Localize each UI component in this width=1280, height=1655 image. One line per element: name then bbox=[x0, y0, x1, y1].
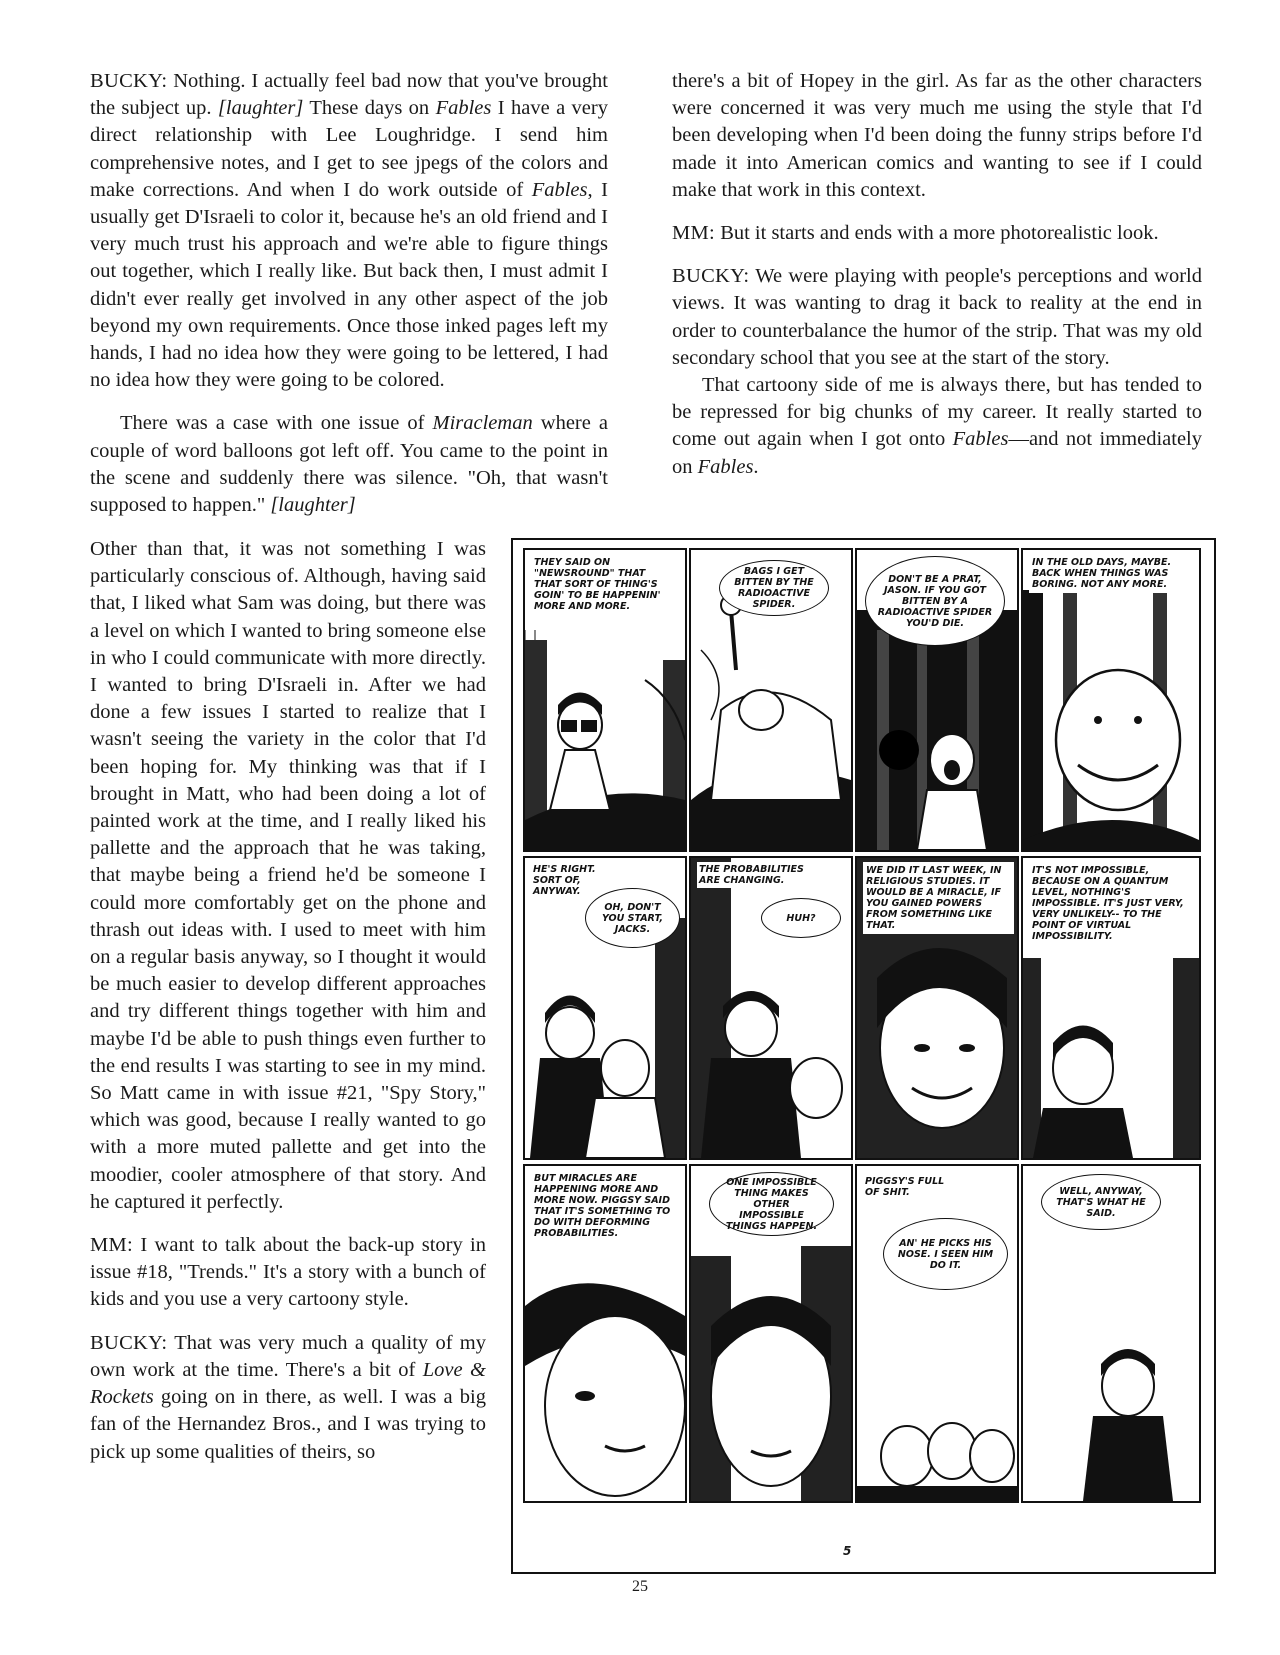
laughter-note: [laughter] bbox=[270, 494, 356, 517]
caption-box: WE DID IT LAST WEEK, IN RELIGIOUS STUDIES. IT WOULD BE A MIRACLE, IF YOU GAINED POWERS FROM SOMETHING LIKE THAT. bbox=[863, 862, 1014, 934]
text-run: These days on bbox=[303, 97, 436, 120]
text-run: There was a case with one issue of bbox=[120, 412, 433, 435]
laughter-note: [laughter] bbox=[217, 97, 304, 120]
paragraph-mm-question bbox=[90, 1232, 486, 1314]
article-column-left bbox=[90, 68, 608, 519]
paragraph-bucky-2-continued: Other than that, it was not something I was particularly conscious of. Although, having said that, I liked what Sam was doing, but there was a level on which I wanted to bring someone else in who I could communicate with more directly. I wanted to bring D'Israeli in. After we had done a few issues I started to realize that I wasn't seeing the variety in the color that I'd been hoping for. My thinking was that if I brought in Matt, who had been doing a lot of painted work at the time, and I really liked his pallette and the approach that he was taking, that maybe being a friend he'd be someone I could more comfortably get on the phone and thrash out ideas with. I used to meet with him on a regular basis anyway, so I thought it would be much easier to develop different approaches and try different things together with him and maybe I'd be able to push things even further to the end results I was starting to see in my mind. So Matt came in with issue #21, "Spy Story," which was good, because I really wanted to go with a more muted pallette and get into the moodier, cooler atmosphere of that story. And he captured it perfectly. bbox=[90, 538, 486, 1213]
text-run: . bbox=[753, 455, 759, 478]
text-run: going on in there, as well. I was a big fan of the Hernandez Bros., and I was trying to pick up some qualities of theirs, so bbox=[90, 1386, 486, 1463]
text-run: That cartoony side of me is always there, but has tended to be repressed for big chunks of my career. It really started to come out again when I got onto bbox=[672, 374, 1202, 451]
caption-box: BUT MIRACLES ARE HAPPENING MORE AND MORE NOW. PIGGSY SAID THAT IT'S SOMETHING TO DO WITH DEFORMING PROBABILITIES. bbox=[531, 1170, 682, 1242]
comic-panel-1-1 bbox=[523, 548, 687, 852]
comic-panel-3-3 bbox=[855, 1164, 1019, 1503]
text-run: But it starts and ends with a more photorealistic look. bbox=[715, 222, 1159, 245]
comic-panel-2-2 bbox=[689, 856, 853, 1160]
comic-panel-1-4 bbox=[1021, 548, 1201, 852]
speech-balloon: HUH? bbox=[761, 898, 841, 938]
panel-art bbox=[1023, 550, 1199, 850]
comic-panel-1-2 bbox=[689, 548, 853, 852]
paragraph-mm-comment bbox=[672, 220, 1202, 247]
paragraph-bucky-4 bbox=[672, 263, 1202, 372]
paragraph-bucky-3-continued: there's a bit of Hopey in the girl. As far as the other characters were concerned it was very much me using the style that I'd been developing when I'd been doing the funny strips before I'd made it into American comics and wanting to see if I could make that work in this context. bbox=[672, 70, 1202, 201]
comic-page-image bbox=[511, 538, 1216, 1574]
caption-box: IN THE OLD DAYS, MAYBE. BACK WHEN THINGS WAS BORING. NOT ANY MORE. bbox=[1029, 554, 1195, 593]
text-run: I have a very direct relationship with Lee Loughridge. I send him comprehensive notes, and I get to see jpegs of the colors and make corrections. And when I do work outside of bbox=[90, 97, 608, 201]
speaker-label: BUCKY: bbox=[672, 265, 750, 288]
comic-panel-3-2 bbox=[689, 1164, 853, 1503]
title-fables: Fables bbox=[435, 97, 492, 120]
title-fables: Fables bbox=[697, 455, 754, 478]
text-run: I want to talk about the back-up story in issue #18, "Trends." It's a story with a bunch of kids and you use a very cartoony style. bbox=[90, 1234, 486, 1311]
speech-balloon: WELL, ANYWAY, THAT'S WHAT HE SAID. bbox=[1041, 1174, 1161, 1230]
speech-balloon: AN' HE PICKS HIS NOSE. I SEEN HIM DO IT. bbox=[883, 1218, 1008, 1290]
text-run: We were playing with people's perceptions and world views. It was wanting to drag it back to reality at the end in order to counterbalance the humor of the strip. That was my old secondary school that you see at the start of the story. bbox=[672, 265, 1202, 369]
caption-box: THEY SAID ON "NEWSROUND" THAT THAT SORT OF THING'S GOIN' TO BE HAPPENIN' MORE AND MORE. bbox=[531, 554, 677, 615]
title-fables: Fables bbox=[531, 178, 588, 201]
title-love-and-rockets: Love & Rockets bbox=[90, 1358, 487, 1409]
speech-balloon: BAGS I GET BITTEN BY THE RADIOACTIVE SPIDER. bbox=[719, 560, 829, 616]
speech-balloon: ONE IMPOSSIBLE THING MAKES OTHER IMPOSSIBLE THINGS HAPPEN. bbox=[709, 1172, 834, 1236]
speaker-label: BUCKY: bbox=[90, 1331, 168, 1354]
title-miracleman: Miracleman bbox=[432, 412, 533, 435]
comic-panel-2-1 bbox=[523, 856, 687, 1160]
speech-balloon: DON'T BE A PRAT, JASON. IF YOU GOT BITTEN BY A RADIOACTIVE SPIDER YOU'D DIE. bbox=[865, 556, 1005, 646]
article-column-right bbox=[672, 68, 1202, 481]
caption-box: THE PROBABILITIES ARE CHANGING. bbox=[697, 862, 811, 888]
text-run: where a couple of word balloons got left off. You came to the point in the scene and suddenly there was silence. "Oh, that wasn't supposed to happen." bbox=[90, 412, 608, 517]
paragraph-bucky-1 bbox=[90, 68, 608, 394]
speech-balloon: OH, DON'T YOU START, JACKS. bbox=[585, 888, 680, 948]
page-number: 25 bbox=[632, 1578, 648, 1595]
text-run: Nothing. I actually feel bad now that you've brought the subject up. bbox=[90, 70, 608, 120]
caption-box: HE'S RIGHT. SORT OF, ANYWAY. bbox=[531, 862, 615, 899]
text-run: That was very much a quality of my own work at the time. There's a bit of bbox=[90, 1331, 486, 1381]
text-run: —and not immediately on bbox=[672, 428, 1202, 478]
comic-panel-2-3 bbox=[855, 856, 1019, 1160]
caption-box: PIGGSY'S FULL OF SHIT. bbox=[863, 1174, 957, 1200]
title-fables: Fables bbox=[952, 428, 1009, 451]
comic-panel-2-4 bbox=[1021, 856, 1201, 1160]
comic-page-number: 5 bbox=[843, 1544, 852, 1558]
text-run: , I usually get D'Israeli to color it, because he's an old friend and I very much trust his approach and we're able to figure things out together, which I really like. But back then, I must admit I didn't ever really get involved in any other aspect of the job beyond my own requirements. Once those inked pages left my hands, I had no idea how they were going to be lettered, I had no idea how they were going to be colored. bbox=[90, 178, 609, 392]
comic-panel-3-4 bbox=[1021, 1164, 1201, 1503]
comic-panel-3-1 bbox=[523, 1164, 687, 1503]
speaker-label: MM: bbox=[90, 1234, 134, 1257]
speaker-label: MM: bbox=[672, 222, 716, 245]
paragraph-bucky-5 bbox=[672, 372, 1202, 481]
panel-art bbox=[857, 1166, 1017, 1501]
paragraph-bucky-2 bbox=[90, 410, 608, 519]
paragraph-bucky-3 bbox=[90, 1330, 486, 1466]
article-column-left-narrow bbox=[90, 536, 486, 1482]
speaker-label: BUCKY: bbox=[90, 70, 168, 92]
caption-box: IT'S NOT IMPOSSIBLE, BECAUSE ON A QUANTUM LEVEL, NOTHING'S IMPOSSIBLE. IT'S JUST VERY, VERY UNLIKELY-- TO THE POINT OF VIRTUAL IMPOSSIBILITY. bbox=[1029, 862, 1195, 945]
comic-panel-1-3 bbox=[855, 548, 1019, 852]
